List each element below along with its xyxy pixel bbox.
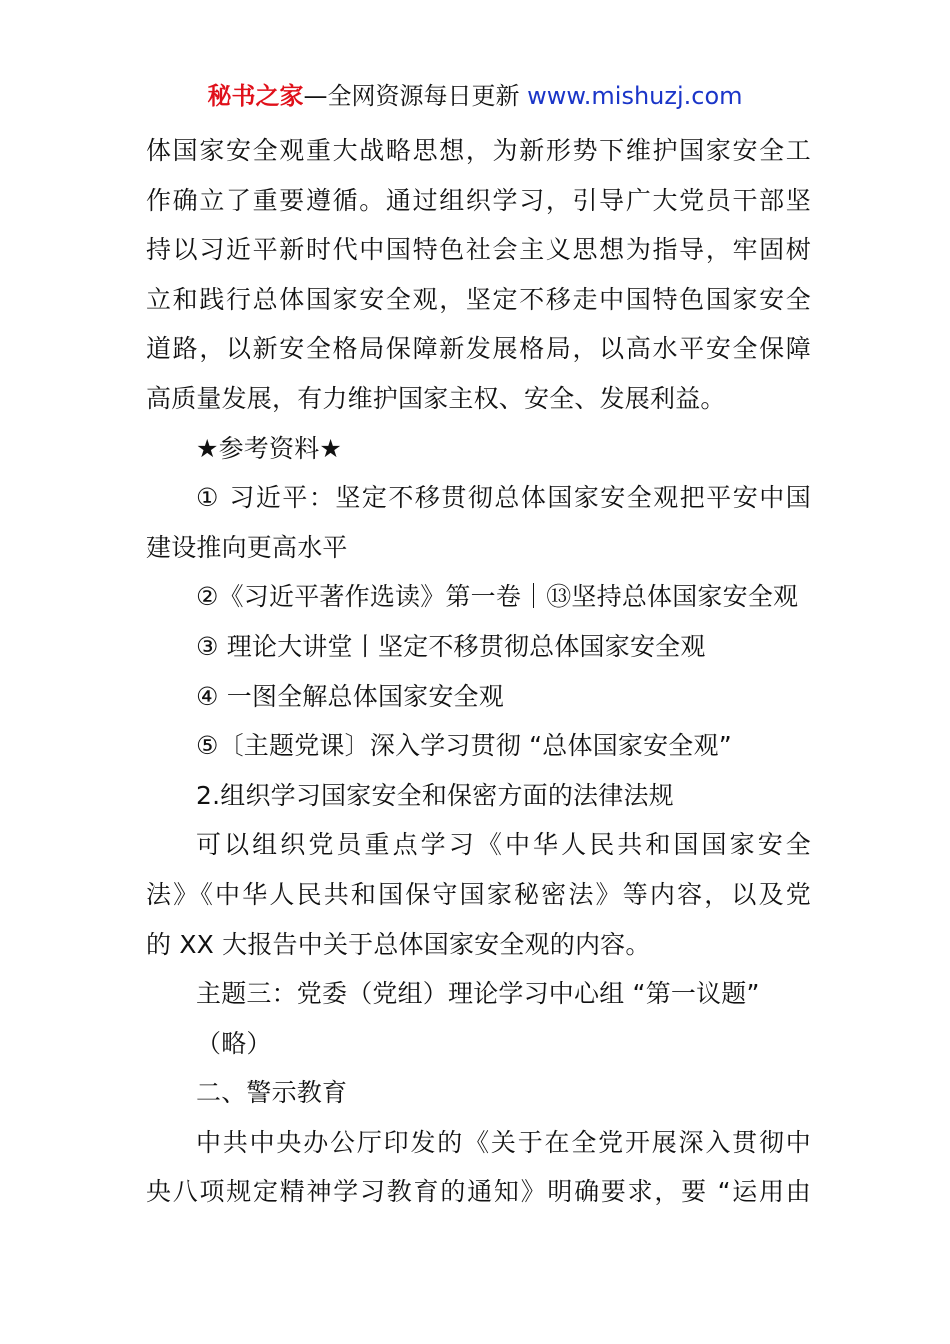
paragraph-line: 的 XX 大报告中关于总体国家安全观的内容。 [146, 929, 651, 959]
section-heading: ★参考资料★ [196, 433, 343, 463]
paragraph-line: 作确立了重要遵循。通过组织学习，引导广大党员干部坚 [146, 185, 811, 215]
paragraph-line: 法》《中华人民共和国保守国家秘密法》等内容，以及党 [146, 879, 811, 909]
reference-item-continued: 建设推向更高水平 [146, 532, 348, 562]
paragraph-line: 中共中央办公厅印发的《关于在全党开展深入贯彻中 [196, 1127, 811, 1157]
document-body [146, 126, 811, 1217]
reference-item: ③ 理论大讲堂丨坚定不移贯彻总体国家安全观 [196, 631, 706, 661]
brand-name: 秘书之家 [207, 82, 304, 110]
paragraph-line: 体国家安全观重大战略思想，为新形势下维护国家安全工 [146, 136, 811, 165]
topic-heading: 主题三：党委（党组）理论学习中心组 “第一议题” [196, 979, 760, 1009]
paragraph-line: 高质量发展，有力维护国家主权、安全、发展利益。 [146, 383, 726, 413]
paragraph-line: 可以组织党员重点学习《中华人民共和国国家安全 [196, 830, 811, 860]
section-heading: 二、警示教育 [196, 1078, 348, 1108]
paragraph-line: 道路，以新安全格局保障新发展格局，以高水平安全保障 [146, 334, 811, 364]
paragraph-line: 央八项规定精神学习教育的通知》明确要求，要 “运用由 [146, 1177, 811, 1207]
paragraph-line: 立和践行总体国家安全观，坚定不移走中国特色国家安全 [146, 284, 811, 314]
reference-item: ②《习近平著作选读》第一卷｜⑬坚持总体国家安全观 [196, 582, 799, 612]
header-tagline: —全网资源每日更新 [303, 82, 520, 110]
topic-heading-continued: （略） [196, 1028, 272, 1058]
reference-item: ⑤〔主题党课〕深入学习贯彻 “总体国家安全观” [196, 731, 732, 761]
site-header [0, 80, 950, 112]
subsection-heading: 2.组织学习国家安全和保密方面的法律法规 [196, 780, 674, 810]
site-url-link[interactable]: www.mishuzj.com [527, 82, 743, 110]
paragraph-line: 持以习近平新时代中国特色社会主义思想为指导，牢固树 [146, 235, 811, 265]
reference-item: ① 习近平：坚定不移贯彻总体国家安全观把平安中国 [196, 483, 811, 513]
reference-item: ④ 一图全解总体国家安全观 [196, 681, 504, 711]
